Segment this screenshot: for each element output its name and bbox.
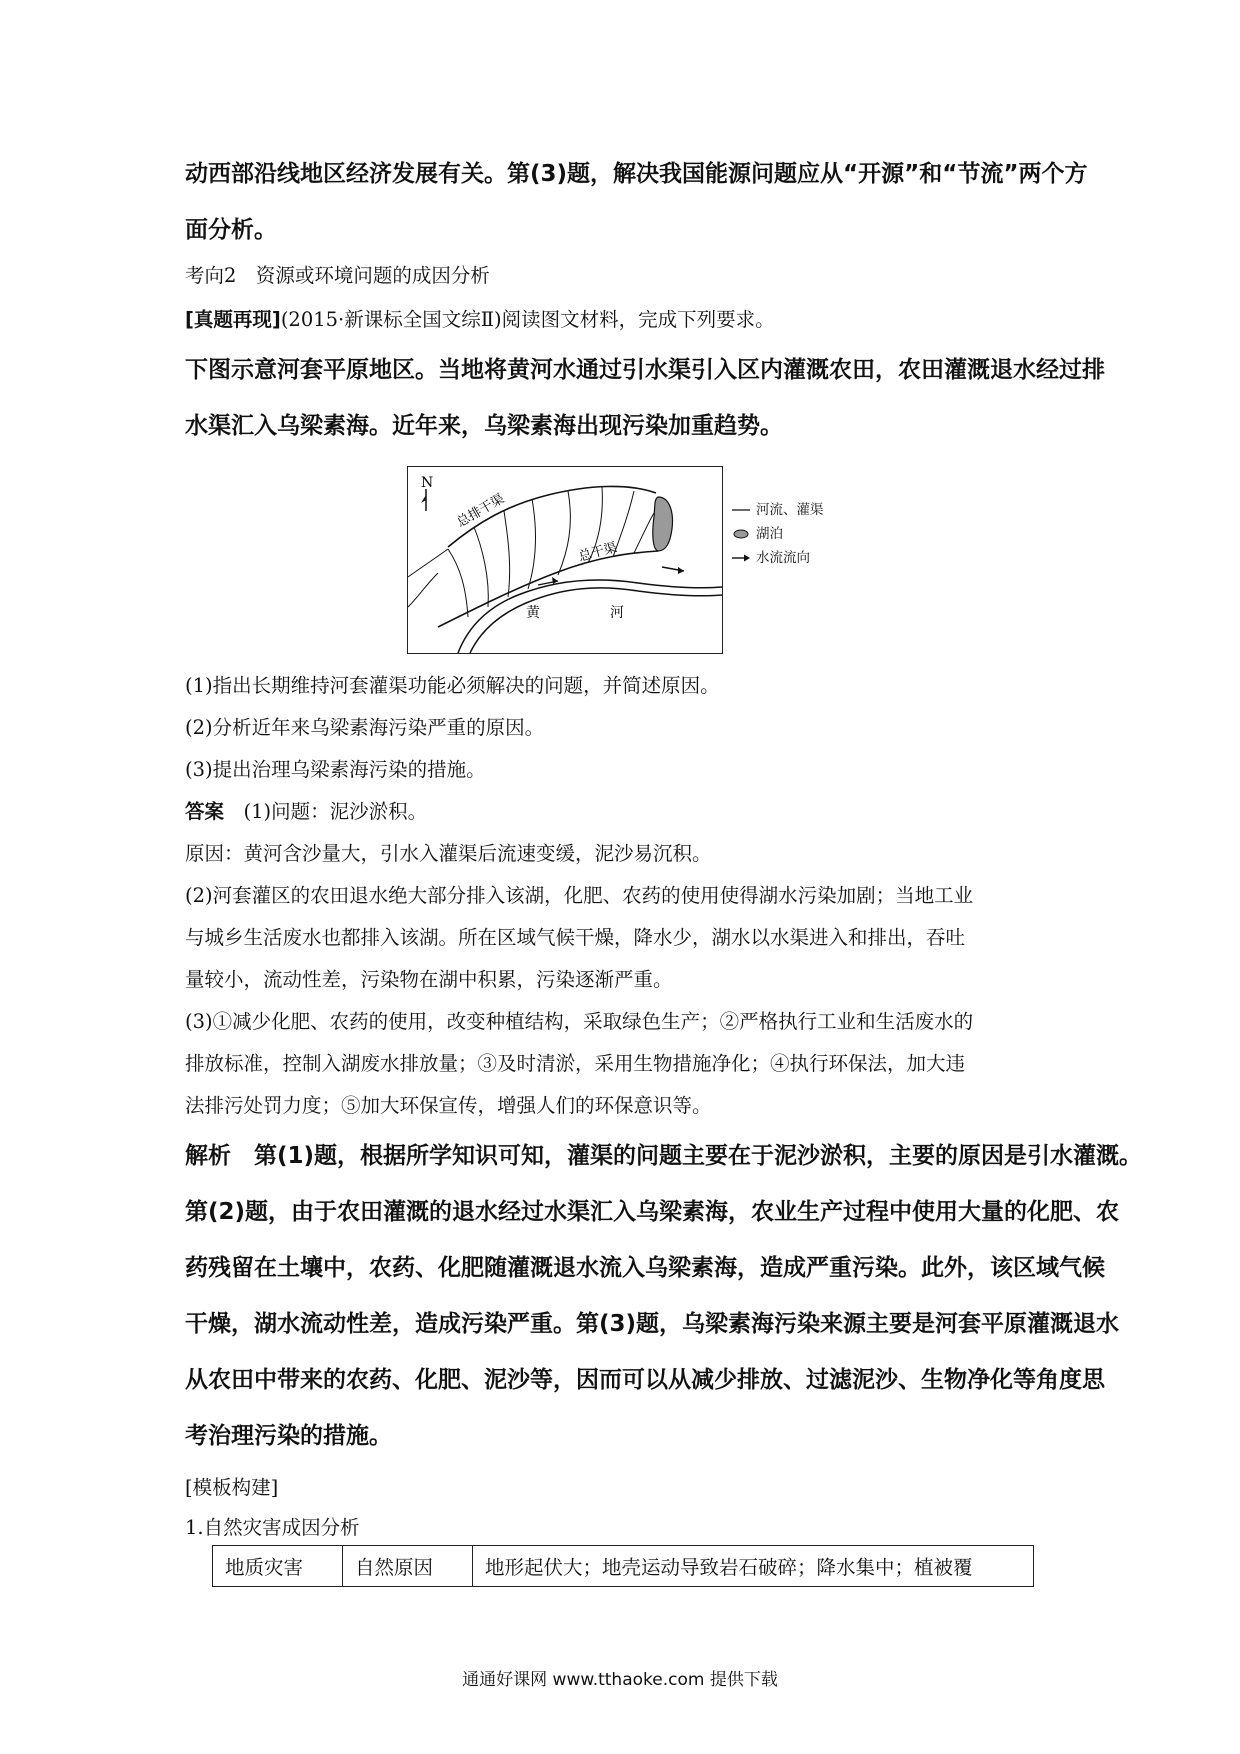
table-cell: 自然原因 xyxy=(343,1546,473,1587)
answer-line-1 xyxy=(185,794,1065,830)
table-row xyxy=(213,1546,1034,1587)
map-legend xyxy=(730,498,824,570)
north-label: N xyxy=(421,475,434,491)
legend-item xyxy=(730,522,824,546)
hetao-map xyxy=(407,466,723,654)
flow-arrow-icon xyxy=(662,567,684,574)
canal-label: 总干渠 xyxy=(577,540,619,565)
table-cell: 地形起伏大；地壳运动导致岩石破碎；降水集中；植被覆 xyxy=(473,1546,1034,1587)
page-footer: 通通好课网 www.tthaoke.com 提供下载 xyxy=(462,1670,778,1690)
answer-2-line-1: (2)河套灌区的农田退水绝大部分排入该湖，化肥、农药的使用使得湖水污染加剧；当地工业 xyxy=(185,884,974,907)
analysis-label: 解析 xyxy=(185,1143,231,1169)
question-1: (1)指出长期维持河套灌渠功能必须解决的问题，并简述原因。 xyxy=(185,674,720,697)
question-2: (2)分析近年来乌梁素海污染严重的原因。 xyxy=(185,716,545,739)
answer-1: (1)问题：泥沙淤积。 xyxy=(224,800,428,823)
north-arrow-icon xyxy=(421,489,426,511)
analysis-line-2: 第(2)题，由于农田灌溉的退水经过水渠汇入乌梁素海，农业生产过程中使用大量的化肥、农 xyxy=(185,1199,1120,1225)
intro-line-2: 面分析。 xyxy=(185,217,277,243)
answer-2-line-3: 量较小，流动性差，污染物在湖中积累，污染逐渐严重。 xyxy=(185,968,673,991)
template-heading: [模板构建] xyxy=(185,1476,279,1499)
subheading: 1.自然灾害成因分析 xyxy=(185,1516,360,1539)
question-3: (3)提出治理乌梁素海污染的措施。 xyxy=(185,758,486,781)
analysis-line-5: 从农田中带来的农药、化肥、泥沙等，因而可以从减少排放、过滤泥沙、生物净化等角度思 xyxy=(185,1367,1105,1393)
answer-reason: 原因：黄河含沙量大，引水入灌渠后流速变缓，泥沙易沉积。 xyxy=(185,842,712,865)
lake-icon xyxy=(730,528,752,540)
lake-shape xyxy=(653,497,673,551)
table-cell: 地质灾害 xyxy=(213,1546,343,1587)
legend-item xyxy=(730,498,824,522)
section-title: 考向2 资源或环境问题的成因分析 xyxy=(185,264,490,287)
answer-3-line-2: 排放标准，控制入湖废水排放量；③及时清淤，采用生物措施净化；④执行环保法，加大违 xyxy=(185,1052,966,1075)
analysis-line-3: 药残留在土壤中，农药、化肥随灌溉退水流入乌梁素海，造成严重污染。此外，该区域气候 xyxy=(185,1255,1105,1281)
source-text: (2015·新课标全国文综Ⅱ)阅读图文材料，完成下列要求。 xyxy=(280,308,775,331)
map-drawing xyxy=(408,467,722,653)
analysis-line-1 xyxy=(185,1128,1143,1184)
material-line-2: 水渠汇入乌梁素海。近年来，乌梁素海出现污染加重趋势。 xyxy=(185,413,783,439)
line-icon xyxy=(730,505,752,515)
legend-item xyxy=(730,546,824,570)
disaster-table xyxy=(212,1545,1034,1587)
answer-3-line-3: 法排污处罚力度；⑤加大环保宣传，增强人们的环保意识等。 xyxy=(185,1094,712,1117)
answer-label: 答案 xyxy=(185,800,225,823)
river-label-b: 河 xyxy=(610,605,624,621)
source-line xyxy=(185,302,1065,338)
analysis-line-4: 干燥，湖水流动性差，造成污染严重。第(3)题，乌梁素海污染来源主要是河套平原灌溉退水 xyxy=(185,1311,1120,1337)
river-label-a: 黄 xyxy=(526,605,540,621)
legend-label: 河流、灌渠 xyxy=(756,502,824,518)
legend-label: 湖泊 xyxy=(756,526,783,542)
arrow-icon xyxy=(730,553,752,563)
material-line-1: 下图示意河套平原地区。当地将黄河水通过引水渠引入区内灌溉农田，农田灌溉退水经过排 xyxy=(185,357,1105,383)
source-label: [真题再现] xyxy=(185,308,281,331)
analysis-text-1: 第(1)题，根据所学知识可知，灌渠的问题主要在于泥沙淤积，主要的原因是引水灌溉。 xyxy=(231,1143,1143,1169)
drain-label: 总排干渠 xyxy=(454,491,508,531)
answer-3-line-1: (3)①减少化肥、农药的使用，改变种植结构，采取绿色生产；②严格执行工业和生活废水的 xyxy=(185,1010,974,1033)
legend-label: 水流流向 xyxy=(756,550,810,566)
answer-2-line-2: 与城乡生活废水也都排入该湖。所在区域气候干燥，降水少，湖水以水渠进入和排出，吞吐 xyxy=(185,926,966,949)
analysis-line-6: 考治理污染的措施。 xyxy=(185,1423,392,1449)
intro-line-1: 动西部沿线地区经济发展有关。第(3)题，解决我国能源问题应从“开源”和“节流”两个方 xyxy=(185,161,1088,187)
